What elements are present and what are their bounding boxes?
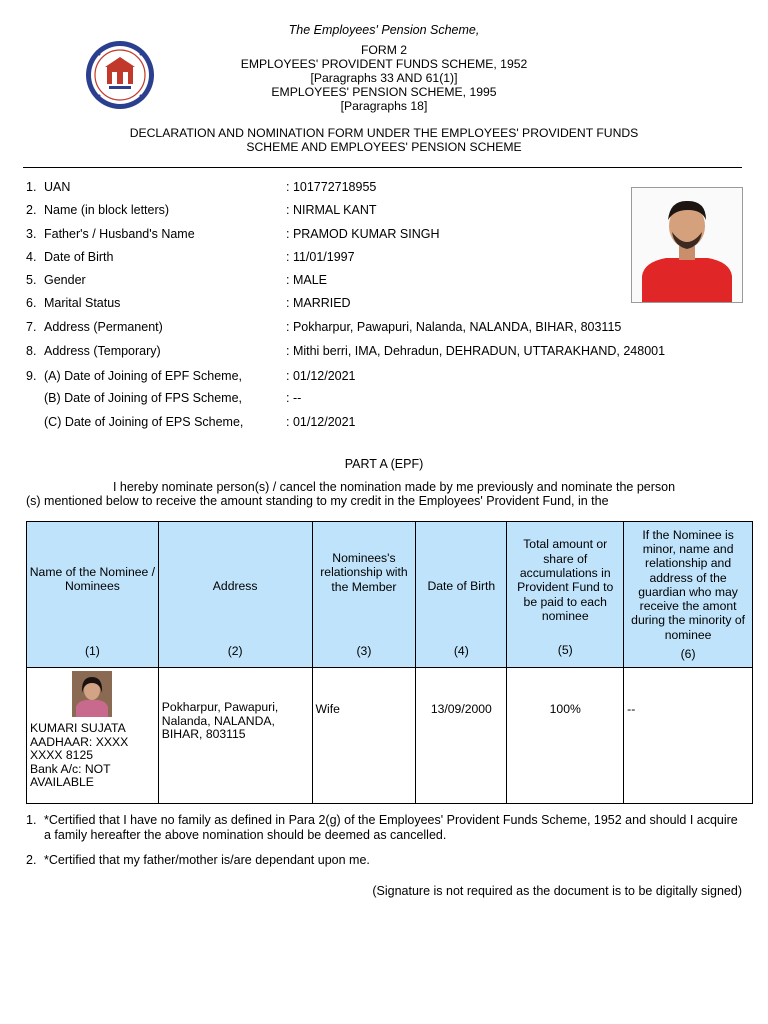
field-number: 8. <box>26 344 37 358</box>
table-row <box>27 668 753 804</box>
column-number: (6) <box>680 647 696 662</box>
part-a-intro-line-1: I hereby nominate person(s) / cancel the nomination made by me previously and nominate the person <box>112 480 676 494</box>
note-number: 2. <box>26 853 37 867</box>
field-number: 3. <box>26 227 37 241</box>
part-a-title: PART A (EPF) <box>344 457 424 471</box>
field-value: : 101772718955 <box>286 180 377 194</box>
header-label: If the Nominee is minor, name and relationship and address of the guardian who may receive the amont during the minority of nominee <box>631 527 745 642</box>
column-number: (1) <box>84 643 100 658</box>
field-label: Marital Status <box>44 296 121 310</box>
nominee-table-header <box>27 522 753 668</box>
field-number: 7. <box>26 320 37 334</box>
field-label: Date of Birth <box>44 250 114 264</box>
field-label: (C) Date of Joining of EPS Scheme, <box>44 415 244 429</box>
cell-share: 100% <box>507 668 624 804</box>
field-label: (B) Date of Joining of FPS Scheme, <box>44 391 243 405</box>
field-value: : -- <box>286 391 302 405</box>
declaration-title <box>0 126 768 155</box>
epf-paragraphs: [Paragraphs 33 AND 61(1)] <box>310 71 458 85</box>
cell-relationship: Wife <box>312 668 416 804</box>
eps-scheme-title: EMPLOYEES' PENSION SCHEME, 1995 <box>271 85 497 99</box>
form-number: FORM 2 <box>360 43 408 57</box>
field-label: Address (Temporary) <box>44 344 161 358</box>
field-label: (A) Date of Joining of EPF Scheme, <box>44 369 243 383</box>
header-label: Nominees's relationship with the Member <box>320 550 408 594</box>
field-number: 2. <box>26 203 37 217</box>
field-number: 5. <box>26 273 37 287</box>
field-value: : 01/12/2021 <box>286 369 356 383</box>
field-value: : NIRMAL KANT <box>286 203 377 217</box>
header-label: Date of Birth <box>427 579 496 594</box>
cell-address: Pokharpur, Pawapuri, Nalanda, NALANDA, BIHAR, 803115 <box>158 668 312 804</box>
nominee-name: KUMARI SUJATA <box>30 721 126 735</box>
header-divider <box>23 167 742 168</box>
header-address <box>158 522 312 668</box>
field-number: 6. <box>26 296 37 310</box>
header-nominee-name <box>27 522 159 668</box>
nominee-table <box>26 521 753 804</box>
field-label: Father's / Husband's Name <box>44 227 195 241</box>
member-photo <box>631 187 743 303</box>
field-label: Gender <box>44 273 86 287</box>
field-label: UAN <box>44 180 71 194</box>
note-number: 1. <box>26 813 37 827</box>
scheme-italic-title: The Employees' Pension Scheme, <box>288 23 480 37</box>
field-number: 4. <box>26 250 37 264</box>
epf-scheme-title: EMPLOYEES' PROVIDENT FUNDS SCHEME, 1952 <box>240 57 528 71</box>
note-text: *Certified that my father/mother is/are dependant upon me. <box>44 853 370 867</box>
field-number: 9. <box>26 369 37 383</box>
cell-date-of-birth: 13/09/2000 <box>416 668 507 804</box>
column-number: (3) <box>356 643 372 658</box>
eps-paragraphs: [Paragraphs 18] <box>340 99 428 113</box>
field-value: : MARRIED <box>286 296 351 310</box>
part-a-intro-line-2: (s) mentioned below to receive the amount standing to my credit in the Employees' Provident Fund, in the <box>26 494 609 508</box>
header-label: Name of the Nominee / Nominees <box>29 565 156 594</box>
cell-guardian: -- <box>624 668 753 804</box>
header-share <box>507 522 624 668</box>
note-text: *Certified that I have no family as defined in Para 2(g) of the Employees' Provident Funds Scheme, 1952 and should I acquire a family hereafter the above nomination should be deemed as cancelled. <box>44 813 738 842</box>
column-number: (5) <box>557 643 573 658</box>
field-value: : PRAMOD KUMAR SINGH <box>286 227 440 241</box>
field-value: : Mithi berri, IMA, Dehradun, DEHRADUN, UTTARAKHAND, 248001 <box>286 344 666 358</box>
signature-note: (Signature is not required as the document is to be digitally signed) <box>372 884 742 898</box>
scheme-title <box>0 23 768 37</box>
field-value: : 01/12/2021 <box>286 415 356 429</box>
declaration-line-2: SCHEME AND EMPLOYEES' PENSION SCHEME <box>246 140 522 155</box>
field-label: Address (Permanent) <box>44 320 163 334</box>
cell-nominee-name <box>27 668 159 804</box>
header-guardian <box>624 522 753 668</box>
note-2 <box>26 853 746 869</box>
nominee-photo <box>72 671 112 717</box>
field-value: : MALE <box>286 273 327 287</box>
header-relationship <box>312 522 416 668</box>
field-label: Name (in block letters) <box>44 203 170 217</box>
column-number: (4) <box>453 643 469 658</box>
header-label: Address <box>212 579 258 594</box>
nominee-bank: Bank A/c: NOT AVAILABLE <box>30 761 111 789</box>
column-number: (2) <box>227 643 243 658</box>
header-label: Total amount or share of accumulations in Provident Fund to be paid to each nominee <box>517 537 614 623</box>
nominee-aadhaar: AADHAAR: XXXX XXXX 8125 <box>30 734 129 762</box>
field-number: 1. <box>26 180 37 194</box>
note-1 <box>26 813 746 845</box>
field-value: : Pokharpur, Pawapuri, Nalanda, NALANDA, BIHAR, 803115 <box>286 320 622 334</box>
header-date-of-birth <box>416 522 507 668</box>
field-value: : 11/01/1997 <box>286 250 355 264</box>
declaration-line-1: DECLARATION AND NOMINATION FORM UNDER THE EMPLOYEES' PROVIDENT FUNDS <box>129 126 639 140</box>
